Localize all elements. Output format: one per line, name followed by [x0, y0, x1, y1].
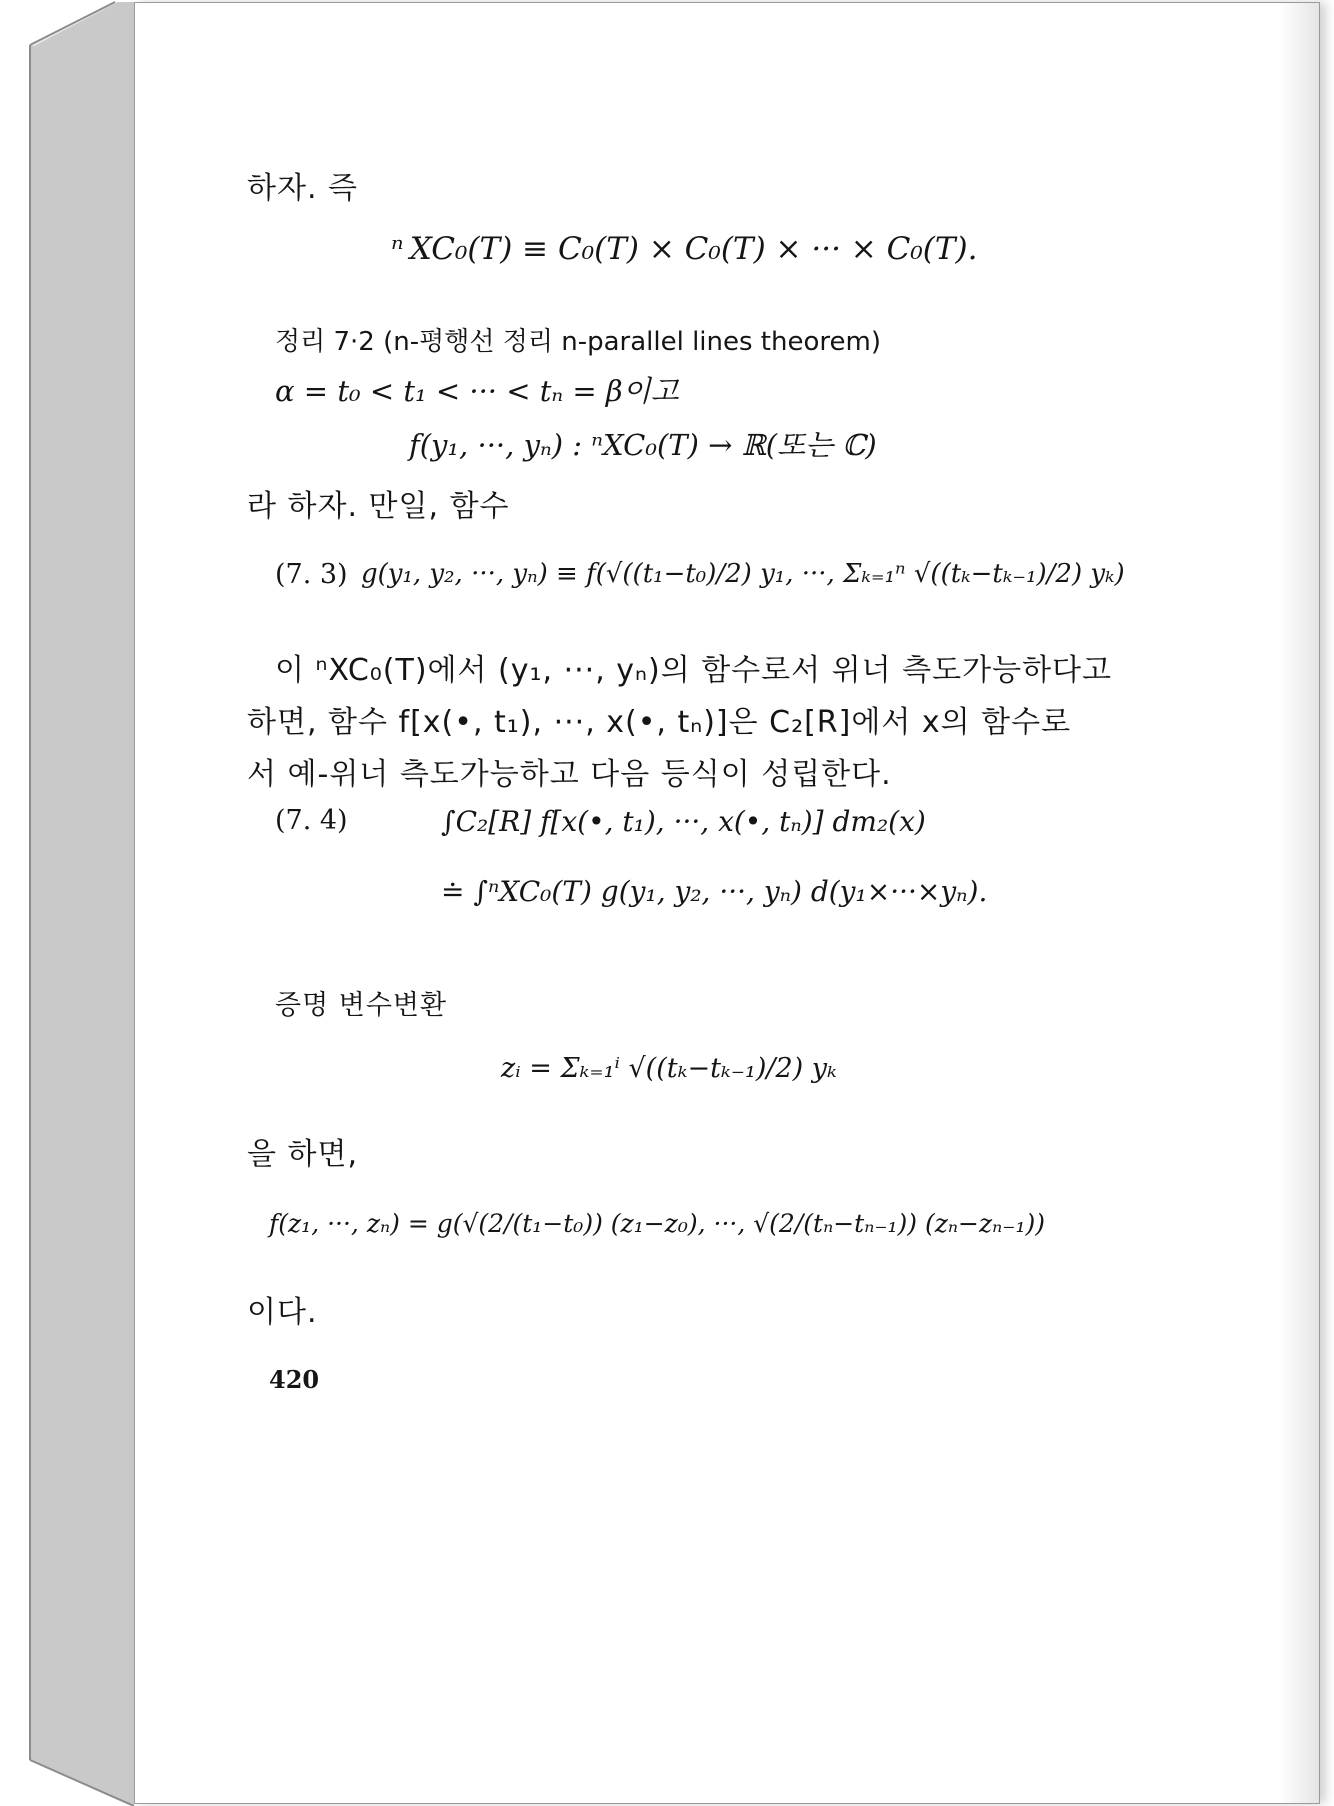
then-line: 을 하면,	[247, 1137, 359, 1172]
equation-7-4-label: (7. 4)	[275, 805, 348, 836]
result-equation: f(z₁, ···, zₙ) = g(√(2/(t₁−t₀)) (z₁−z₀), ···, √(2/(tₙ−tₙ₋₁)) (zₙ−zₙ₋₁))	[269, 1209, 1046, 1238]
book-page	[134, 2, 1320, 1804]
paragraph-line-2: 하면, 함수 f[x(•, t₁), ···, x(•, tₙ)]은 C₂[R]에서 x의 함수로	[247, 705, 1072, 740]
end-line: 이다.	[247, 1295, 318, 1330]
equation-7-4-line-2: ≐ ∫ⁿXC₀(T) g(y₁, y₂, ···, yₙ) d(y₁×···×yₙ).	[441, 875, 988, 908]
equation-7-4-line-1: ∫C₂[R] f[x(•, t₁), ···, x(•, tₙ)] dm₂(x)	[441, 805, 926, 838]
paragraph-line-3: 서 예-위너 측도가능하고 다음 등식이 성립한다.	[247, 757, 892, 792]
theorem-heading: 정리 7·2 (n-평행선 정리 n-parallel lines theorem)	[275, 327, 881, 357]
proof-heading: 증명 변수변환	[275, 990, 448, 1021]
intro-line: 하자. 즉	[247, 171, 359, 206]
page-number: 420	[269, 1365, 320, 1394]
product-space-equation: ⁿ XC₀(T) ≡ C₀(T) × C₀(T) × ··· × C₀(T).	[391, 231, 978, 267]
equation-7-3: g(y₁, y₂, ···, yₙ) ≡ f(√((t₁−t₀)/2) y₁, ···, Σₖ₌₁ⁿ √((tₖ−tₖ₋₁)/2) yₖ)	[361, 559, 1125, 589]
theorem-function: f(y₁, ···, yₙ) : ⁿXC₀(T) → ℝ(또는 ℂ)	[409, 428, 877, 462]
substitution-equation: zᵢ = Σₖ₌₁ⁱ √((tₖ−tₖ₋₁)/2) yₖ	[501, 1053, 837, 1084]
book-spine	[0, 0, 140, 1806]
theorem-condition: α = t₀ < t₁ < ··· < tₙ = β이고	[275, 374, 679, 408]
paragraph-line-1: 이 ⁿXC₀(T)에서 (y₁, ···, yₙ)의 함수로서 위너 측도가능하다고	[275, 653, 1113, 688]
suppose-line: 라 하자. 만일, 함수	[247, 489, 510, 524]
equation-7-3-label: (7. 3)	[275, 559, 348, 590]
